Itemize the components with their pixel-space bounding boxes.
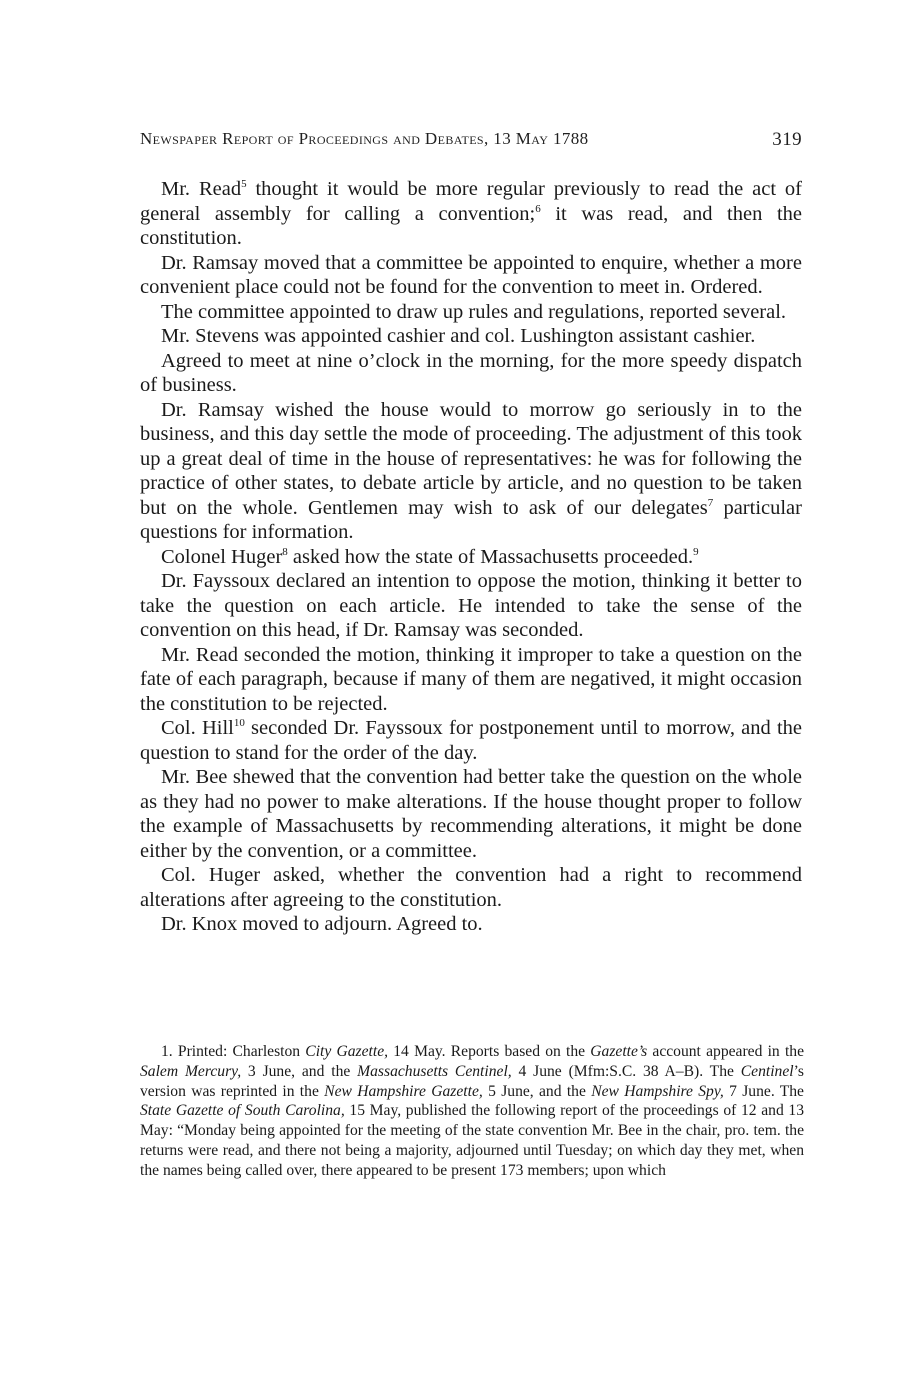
italic-title: Massachusetts Centinel, (357, 1062, 512, 1080)
text-run: Dr. Knox moved to adjourn. Agreed to. (161, 913, 483, 935)
italic-title: Gazette’s (590, 1043, 648, 1060)
footnote (140, 1042, 804, 1181)
text-run: Mr. Stevens was appointed cashier and col. Lushington assistant cashier. (161, 325, 756, 347)
text-run: 3 June, and the (241, 1062, 358, 1080)
text-run: seconded Dr. Fayssoux for postponement until to morrow, and the question to stand for the order of the day. (140, 717, 802, 764)
footnotes (140, 1042, 804, 1181)
text-run: it was read, and then the constitution. (140, 202, 802, 249)
footnote-marker: 7 (707, 496, 714, 509)
text-run: 5 June, and the (482, 1082, 592, 1100)
text-run: Mr. Read seconded the motion, thinking it improper to take a question on the fate of each paragraph, because if many of them are negatived, it might occasion the constitution to be rejected. (140, 643, 802, 715)
paragraph (140, 863, 802, 912)
italic-title: Centinel (740, 1062, 794, 1080)
paragraph (140, 569, 802, 643)
body-text (140, 177, 802, 937)
text-run: thought it would be more regular previously to read the act of general assembly for calling a convention; (140, 178, 803, 225)
text-run: The committee appointed to draw up rules and regulations, reported several. (161, 300, 787, 323)
paragraph (140, 765, 802, 863)
footnote-marker: 10 (233, 717, 245, 729)
footnote-marker: 9 (693, 545, 699, 558)
footnote-marker: 5 (241, 178, 247, 190)
text-run: asked how the state of Massachusetts proceeded. (287, 545, 694, 568)
paragraph (140, 643, 802, 717)
footnote-marker: 8 (282, 545, 288, 558)
page-number: 319 (772, 129, 802, 150)
text-run: ’s version was reprinted in the (140, 1062, 804, 1100)
paragraph (140, 398, 802, 545)
text-run: 15 May, published the following report of the proceedings of 12 and 13 May: “Monday being appointed for the meeting of the state convention Mr. Bee in the chair, pro. tem. the returns were read, and there not being a majority, adjourned until Tuesday; on which day they met, when the names being called over, there appeared to be present 173 members; upon which (140, 1102, 804, 1179)
italic-title: New Hampshire Gazette, (324, 1082, 483, 1100)
running-head-title: Newspaper Report of Proceedings and Debates, 13 May 1788 (140, 129, 589, 148)
text-run: 7 June. The (723, 1082, 804, 1100)
italic-title: Salem Mercury, (140, 1062, 242, 1080)
paragraph (140, 545, 802, 570)
text-run: Col. Hill (161, 717, 234, 739)
text-run: account appeared in the (647, 1043, 804, 1060)
text-run: Mr. Bee shewed that the convention had better take the question on the whole as they had no power to make alterations. If the house thought proper to follow the example of Massachusetts by recommending alterations, it might be done either by the convention, or a committee. (140, 766, 802, 862)
paragraph (140, 251, 802, 300)
italic-title: City Gazette, (305, 1043, 389, 1060)
text-run: 1. Printed: Charleston (161, 1043, 306, 1060)
text-run: Mr. Read (161, 178, 242, 200)
text-run: Agreed to meet at nine o’clock in the morning, for the more speedy dispatch of business. (140, 349, 802, 396)
paragraph (140, 324, 802, 349)
italic-title: New Hampshire Spy, (591, 1082, 724, 1100)
paragraph (140, 716, 802, 765)
text-run: Dr. Ramsay moved that a committee be appointed to enquire, whether a more convenient place could not be found for the convention to meet in. Ordered. (140, 251, 802, 298)
italic-title: State Gazette of South Carolina, (140, 1102, 345, 1120)
paragraph (140, 177, 802, 251)
text-run: Col. Huger asked, whether the convention had a right to recommend alterations after agreeing to the constitution. (140, 864, 802, 911)
text-run: Dr. Ramsay wished the house would to morrow go seriously in to the business, and this day settle the mode of proceeding. The adjustment of this took up a great deal of time in the house of representatives: he was for following the practice of other states, to debate article by article, and no question to be taken but on the whole. Gentlemen may wish to ask of our delegates (140, 398, 802, 519)
text-run: 14 May. Reports based on the (388, 1043, 591, 1060)
paragraph (140, 349, 802, 398)
footnote-marker: 6 (535, 202, 541, 215)
running-head (140, 129, 804, 155)
text-run: Colonel Huger (161, 545, 283, 568)
paragraph (140, 300, 802, 325)
paragraph (140, 912, 802, 937)
text-run: Dr. Fayssoux declared an intention to oppose the motion, thinking it better to take the question on each article. He intended to take the sense of the convention on this head, if Dr. Ramsay was seconded. (140, 570, 802, 641)
text-run: particular questions for information. (140, 496, 802, 543)
text-run: 4 June (Mfm:S.C. 38 A–B). The (511, 1062, 741, 1080)
